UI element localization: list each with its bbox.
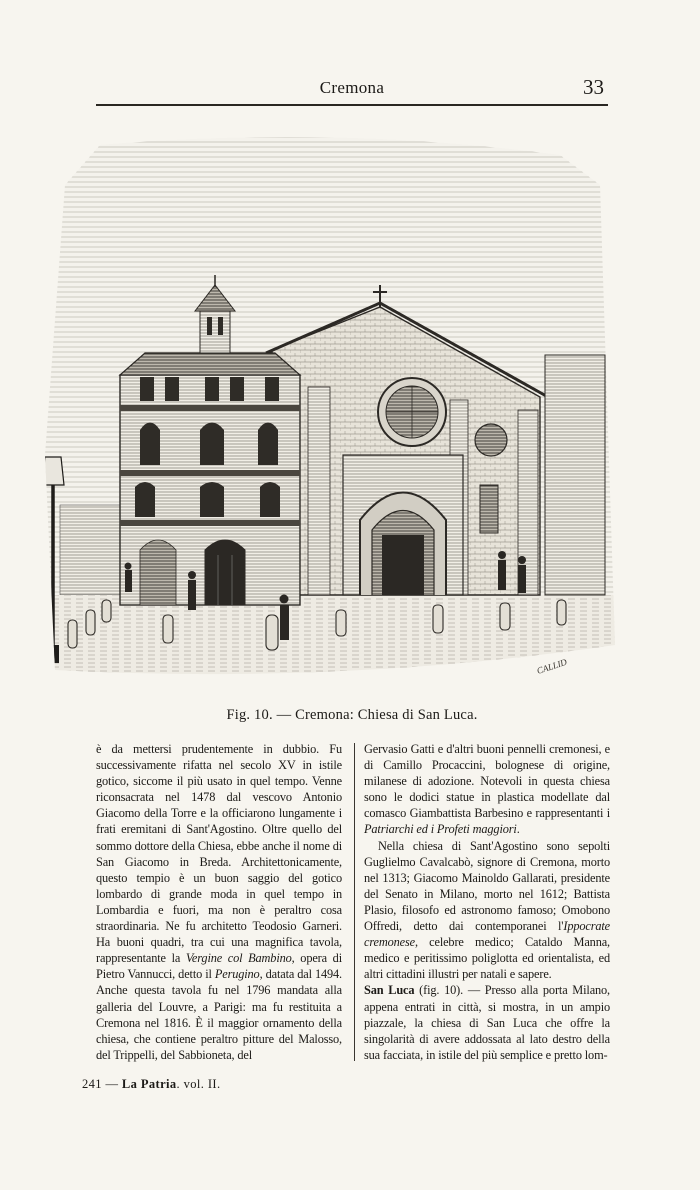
right-column	[364, 741, 610, 1063]
right-paragraph-3	[364, 982, 610, 1062]
figure-number: Fig. 10.	[226, 707, 273, 723]
running-title: Cremona	[319, 78, 385, 97]
text-run: , opera di Pietro Vannucci, detto il	[96, 951, 342, 982]
text-run: Nella chiesa di Sant'Agostino sono sepolti Guglielmo Cavalcabò, signore di Cremona, morto nel 1313; Giacomo Mainoldo Gallarati, presidente del Senato in Milano, morto nel 1612; Battista Plasio, filosofo ed astronomo famoso; Omobono Offredi, detto dai contemporanei l'	[364, 838, 610, 934]
italic-epithet: Ippocrate cremonese	[364, 919, 610, 950]
left-column	[96, 741, 342, 1063]
text-run: .	[516, 822, 520, 837]
italic-title: Vergine col Bambino	[185, 951, 292, 966]
section-heading: San Luca	[364, 983, 415, 998]
publication-title: La Patria	[121, 1077, 177, 1091]
volume-label: . vol. II.	[176, 1077, 221, 1091]
italic-title: Patriarchi ed i Profeti maggiori	[364, 822, 517, 837]
text-run: , datata dal 1494. Anche questa tavola fu nel 1796 mandata alla galleria del Louvre, a Parigi: ma fu restituita a Cremona nel 1816. È il maggior ornamento della chiesa, che contiene peraltro pitture del Malosso, del Trippelli, del Sabbioneta, del	[96, 967, 342, 1062]
engraver-signature: CALLID	[535, 656, 569, 676]
right-paragraph-2	[364, 838, 610, 983]
side-building	[545, 355, 605, 595]
text-run: è da mettersi prudentemente in dubbio. Fu successivamente rifatta nel secolo XV in istile gotico, siccome il più usato in quel tempo. Venne riconsacrata nel 1478 dal vescovo Antonio Giacomo della Torre e la officiarono lungamente i frati eremitani di Sant'Agostino. Oltre quello del sommo dottore della Chiesa, ebbe anche il nome di San Giacomo in Breda. Architettonicamente, questo tempio è un buon saggio del gotico lombardo di grande moda in quel tempo in Lombardia e fuori, ma non è peraltro cosa straordinaria. Ne fu architetto Teodosio Garneri. Ha buoni quadri, tra cui una magnifica tavola, rappresentante la	[96, 742, 342, 966]
left-paragraph	[96, 741, 342, 1063]
page-number: 33	[583, 75, 604, 99]
figure-caption	[96, 707, 608, 724]
page-header	[96, 70, 608, 106]
italic-name: Perugino	[214, 967, 260, 982]
page-footer	[82, 1077, 220, 1092]
text-run: (fig. 10). — Presso alla porta Milano, appena entrati in città, si mostra, in un ampio piazzale, la chiesa di San Luca che offre la singolarità di avere addossata al lato destro della sua facciata, in istile del più semplice e pretto lom-	[364, 983, 610, 1062]
figure-engraving	[40, 125, 630, 700]
figure-caption-text: — Cremona: Chiesa di San Luca.	[276, 707, 478, 723]
text-run: , celebre medico; Cataldo Manna, medico e peritissimo poliglotta ed orientalista, ed altri cittadini illustri per natali e sapere.	[364, 935, 610, 982]
piazza-ground	[40, 595, 630, 700]
right-paragraph-1	[364, 741, 610, 838]
signature-mark: 241 —	[82, 1077, 119, 1091]
text-run: Gervasio Gatti e d'altri buoni pennelli cremonesi, e di Camillo Procaccini, bolognese di origine, milanese di adozione. Notevoli in questa chiesa sono le dodici statue in plastica modellate dal comasco Giambattista Barbesino e rappresentanti i	[364, 742, 610, 821]
body-text	[96, 741, 610, 1063]
column-divider	[354, 743, 355, 1061]
